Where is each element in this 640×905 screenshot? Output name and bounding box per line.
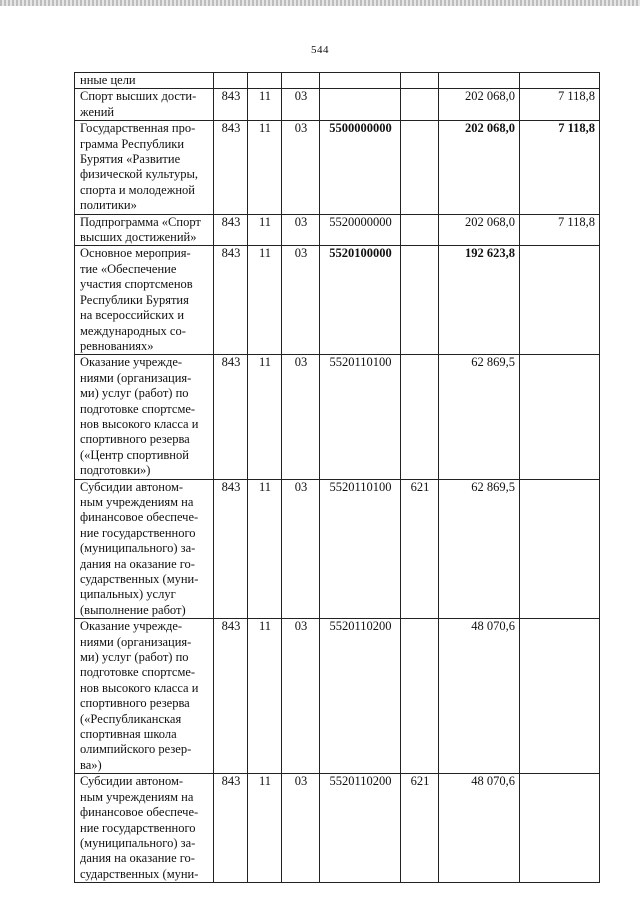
amount-cell: 48 070,6	[439, 774, 520, 883]
expense-type-cell	[401, 246, 439, 355]
ministry-code-cell: 843	[214, 619, 248, 774]
subsection-code-cell: 03	[282, 121, 320, 214]
expense-type-cell	[401, 121, 439, 214]
row-name-cell: Спорт высших дости- жений	[75, 89, 214, 121]
expense-type-cell	[401, 73, 439, 89]
amount-cell-secondary	[520, 774, 600, 883]
section-code-cell: 11	[248, 246, 282, 355]
budget-table	[74, 72, 600, 883]
table-row	[75, 774, 600, 883]
amount-cell: 62 869,5	[439, 355, 520, 479]
section-code-cell: 11	[248, 214, 282, 246]
subsection-code-cell	[282, 73, 320, 89]
amount-cell-secondary	[520, 355, 600, 479]
target-article-cell: 5520110100	[320, 479, 401, 619]
ministry-code-cell	[214, 73, 248, 89]
section-code-cell: 11	[248, 121, 282, 214]
target-article-cell: 5520000000	[320, 214, 401, 246]
subsection-code-cell: 03	[282, 619, 320, 774]
amount-cell-secondary	[520, 479, 600, 619]
target-article-cell: 5500000000	[320, 121, 401, 214]
ministry-code-cell: 843	[214, 121, 248, 214]
amount-cell: 192 623,8	[439, 246, 520, 355]
amount-cell: 48 070,6	[439, 619, 520, 774]
row-name-cell: Субсидии автоном- ным учреждениям на финансовое обеспече- ние государственного (муниципального) за- дания на оказание го- сударственных (муни- ципальных) услуг (выполнение работ)	[75, 479, 214, 619]
expense-type-cell	[401, 619, 439, 774]
budget-table-body	[75, 73, 600, 883]
table-row	[75, 355, 600, 479]
subsection-code-cell: 03	[282, 355, 320, 479]
amount-cell-secondary	[520, 246, 600, 355]
amount-cell-secondary: 7 118,8	[520, 214, 600, 246]
expense-type-cell	[401, 214, 439, 246]
target-article-cell: 5520110200	[320, 774, 401, 883]
ministry-code-cell: 843	[214, 89, 248, 121]
section-code-cell	[248, 73, 282, 89]
table-row	[75, 73, 600, 89]
ministry-code-cell: 843	[214, 774, 248, 883]
section-code-cell: 11	[248, 355, 282, 479]
target-article-cell: 5520100000	[320, 246, 401, 355]
amount-cell: 202 068,0	[439, 214, 520, 246]
ministry-code-cell: 843	[214, 355, 248, 479]
ministry-code-cell: 843	[214, 246, 248, 355]
page-number: 544	[311, 44, 329, 56]
row-name-cell: Оказание учрежде- ниями (организация- ми) услуг (работ) по подготовке спортсме- нов высокого класса и спортивного резерва («Республиканская спортивная школа олимпийского резер- ва»)	[75, 619, 214, 774]
ministry-code-cell: 843	[214, 479, 248, 619]
expense-type-cell	[401, 355, 439, 479]
target-article-cell: 5520110100	[320, 355, 401, 479]
amount-cell-secondary: 7 118,8	[520, 121, 600, 214]
target-article-cell: 5520110200	[320, 619, 401, 774]
table-row	[75, 214, 600, 246]
scan-top-border	[0, 0, 640, 6]
expense-type-cell: 621	[401, 479, 439, 619]
row-name-cell: нные цели	[75, 73, 214, 89]
expense-type-cell	[401, 89, 439, 121]
expense-type-cell: 621	[401, 774, 439, 883]
section-code-cell: 11	[248, 89, 282, 121]
table-row	[75, 246, 600, 355]
subsection-code-cell: 03	[282, 89, 320, 121]
table-row	[75, 619, 600, 774]
table-row	[75, 89, 600, 121]
table-row	[75, 479, 600, 619]
amount-cell	[439, 73, 520, 89]
section-code-cell: 11	[248, 479, 282, 619]
section-code-cell: 11	[248, 774, 282, 883]
target-article-cell	[320, 73, 401, 89]
amount-cell-secondary: 7 118,8	[520, 89, 600, 121]
amount-cell: 62 869,5	[439, 479, 520, 619]
row-name-cell: Подпрограмма «Спорт высших достижений»	[75, 214, 214, 246]
amount-cell: 202 068,0	[439, 89, 520, 121]
row-name-cell: Основное мероприя- тие «Обеспечение участия спортсменов Республики Бурятия на всероссийских и международных со- ревнованиях»	[75, 246, 214, 355]
row-name-cell: Оказание учрежде- ниями (организация- ми) услуг (работ) по подготовке спортсме- нов высокого класса и спортивного резерва («Центр спортивной подготовки»)	[75, 355, 214, 479]
subsection-code-cell: 03	[282, 214, 320, 246]
amount-cell: 202 068,0	[439, 121, 520, 214]
amount-cell-secondary	[520, 619, 600, 774]
table-row	[75, 121, 600, 214]
amount-cell-secondary	[520, 73, 600, 89]
section-code-cell: 11	[248, 619, 282, 774]
subsection-code-cell: 03	[282, 246, 320, 355]
subsection-code-cell: 03	[282, 774, 320, 883]
subsection-code-cell: 03	[282, 479, 320, 619]
ministry-code-cell: 843	[214, 214, 248, 246]
row-name-cell: Государственная про- грамма Республики Бурятия «Развитие физической культуры, спорта и молодежной политики»	[75, 121, 214, 214]
row-name-cell: Субсидии автоном- ным учреждениям на финансовое обеспече- ние государственного (муниципального) за- дания на оказание го- сударственных (муни-	[75, 774, 214, 883]
target-article-cell	[320, 89, 401, 121]
